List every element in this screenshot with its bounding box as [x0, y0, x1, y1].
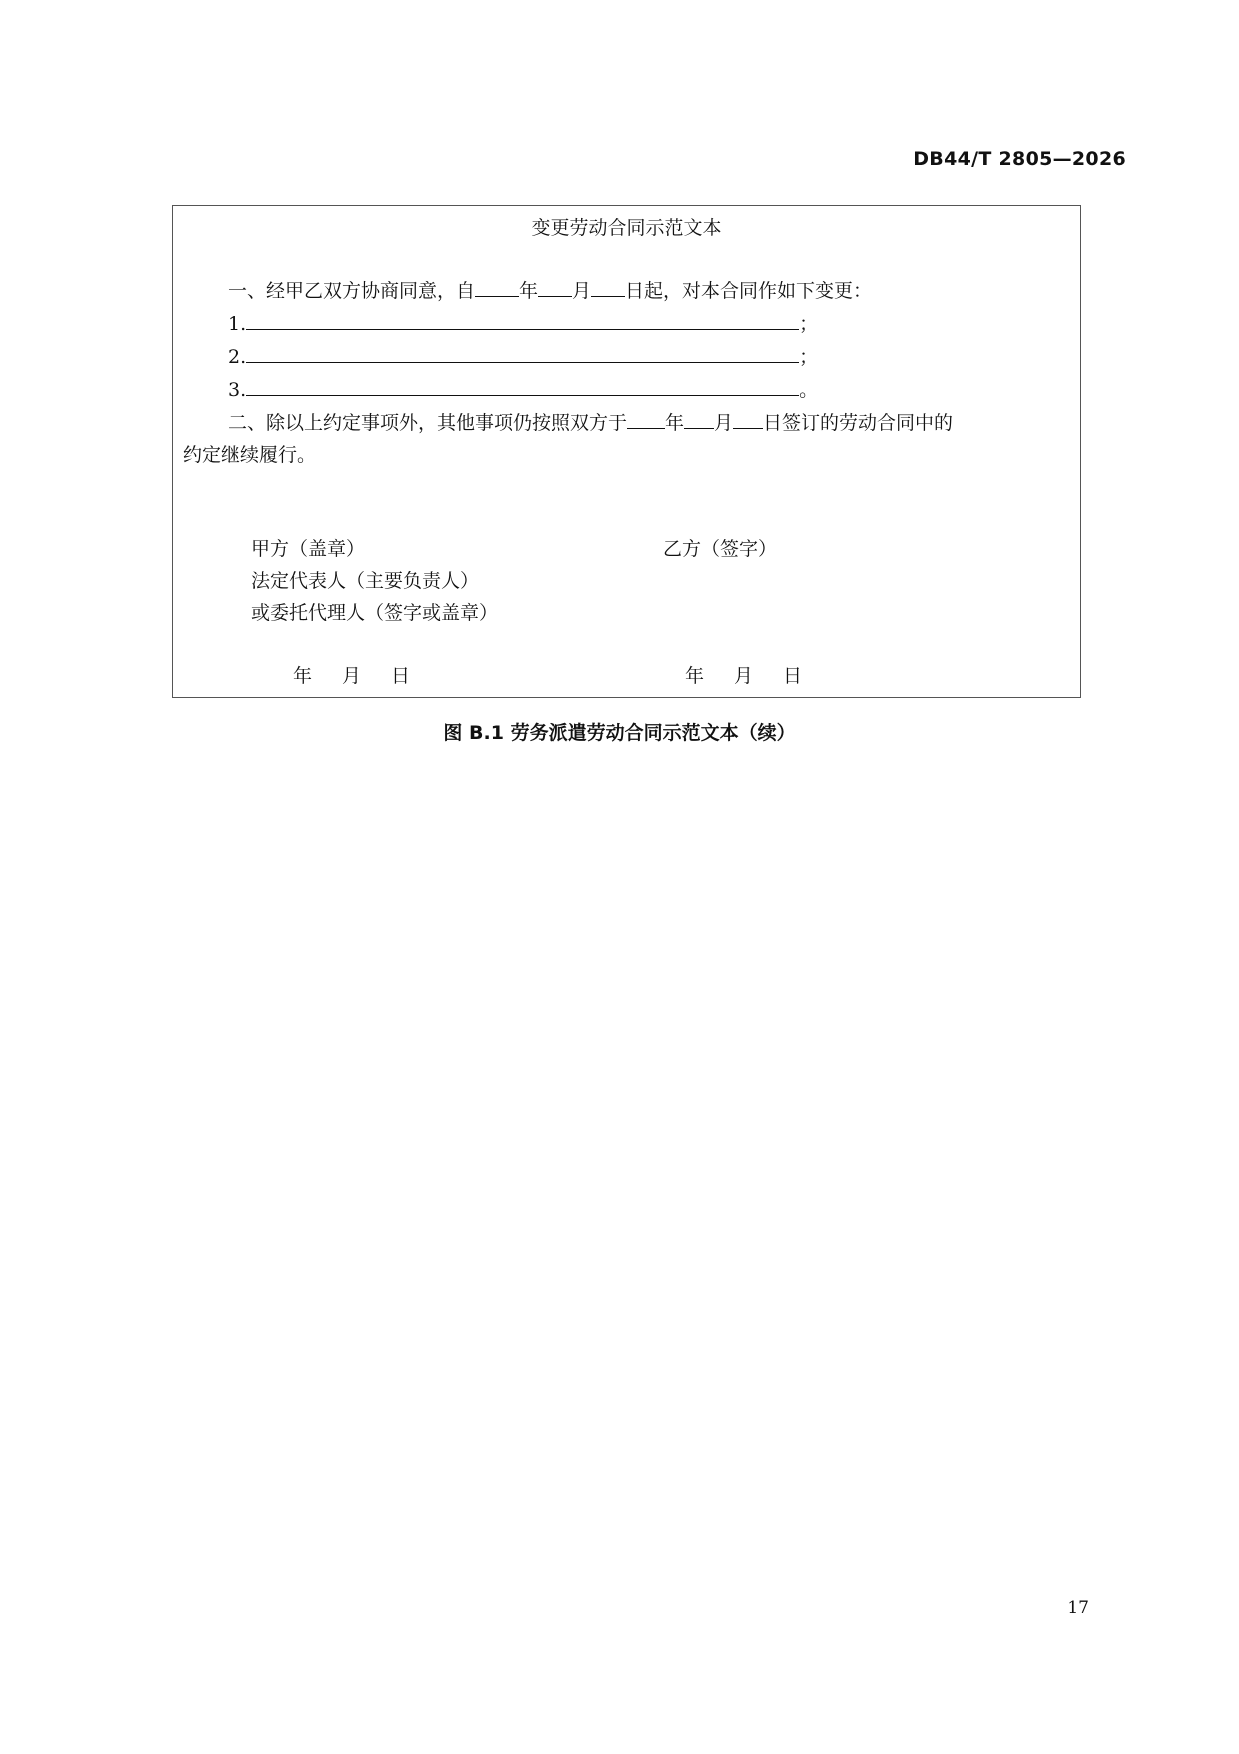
clause-2-continuation: 约定继续履行。 [183, 444, 317, 466]
change-item-2 [228, 342, 818, 370]
change-item-1 [228, 309, 818, 337]
year-blank [475, 276, 519, 297]
item-blank [246, 375, 799, 396]
month-blank [684, 408, 714, 429]
year-label: 年 [665, 412, 685, 434]
change-item-3 [228, 375, 818, 403]
item-number: 1. [228, 313, 247, 335]
clause-1 [228, 276, 872, 304]
month-label: 月 [572, 280, 592, 302]
day-blank [733, 408, 763, 429]
clause-1-prefix: 一、经甲乙双方协商同意，自 [228, 280, 476, 302]
party-a-representative: 法定代表人（主要负责人） [251, 570, 480, 592]
date-month: 月 [342, 665, 362, 687]
party-b-label: 乙方（签字） [663, 538, 778, 560]
month-label: 月 [714, 412, 734, 434]
date-month: 月 [734, 665, 754, 687]
figure-caption: 图 B.1 劳务派遣劳动合同示范文本（续） [443, 722, 796, 744]
month-blank [538, 276, 572, 297]
item-end: 。 [799, 379, 819, 401]
item-end: ； [799, 313, 819, 335]
item-blank [246, 342, 799, 363]
party-b-date [685, 663, 832, 689]
date-year: 年 [685, 665, 705, 687]
form-title: 变更劳动合同示范文本 [531, 217, 722, 239]
date-day: 日 [783, 665, 803, 687]
page-number: 17 [1067, 1598, 1089, 1618]
clause-2 [228, 408, 953, 436]
clause-2-prefix: 二、除以上约定事项外，其他事项仍按照双方于 [228, 412, 628, 434]
clause-1-suffix: 日起，对本合同作如下变更： [625, 280, 873, 302]
item-blank [246, 309, 799, 330]
date-day: 日 [391, 665, 411, 687]
date-year: 年 [293, 665, 313, 687]
item-end: ； [799, 346, 819, 368]
party-a-agent: 或委托代理人（签字或盖章） [251, 602, 499, 624]
item-number: 3. [228, 379, 247, 401]
item-number: 2. [228, 346, 247, 368]
party-a-label: 甲方（盖章） [251, 538, 366, 560]
document-code: DB44/T 2805—2026 [913, 148, 1126, 170]
party-a-date [293, 663, 440, 689]
year-blank [627, 408, 665, 429]
day-blank [591, 276, 625, 297]
contract-change-form [172, 205, 1081, 698]
clause-2-suffix: 日签订的劳动合同中的 [763, 412, 954, 434]
year-label: 年 [519, 280, 539, 302]
